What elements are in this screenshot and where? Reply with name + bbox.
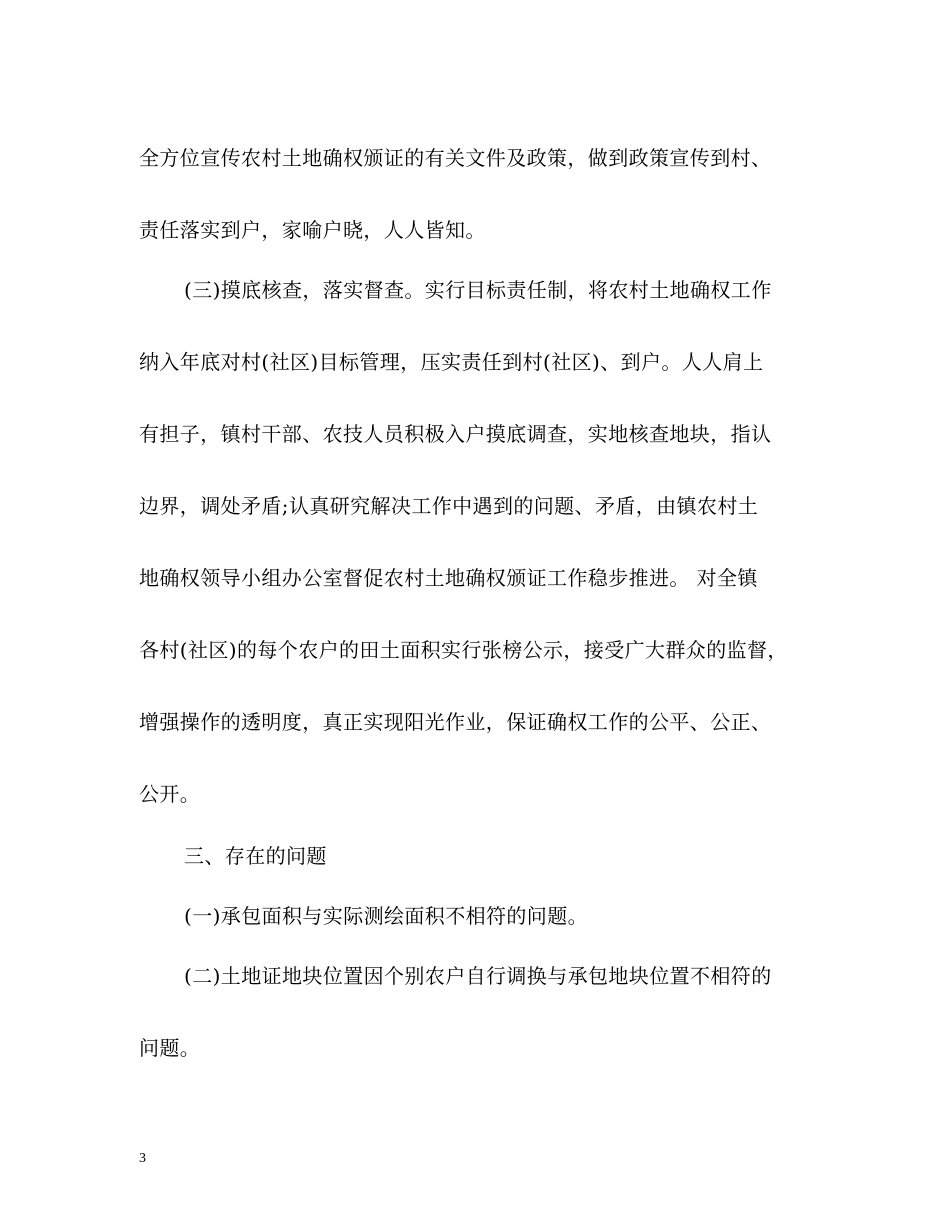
text-line: 问题。 bbox=[139, 1036, 201, 1060]
paragraph-heading: (三)摸底核查，落实督查。实行目标责任制，将农村土地确权工作 bbox=[184, 278, 772, 302]
section-heading: 三、存在的问题 bbox=[184, 844, 327, 868]
text-line: 纳入年底对村(社区)目标管理，压实责任到村(社区)、到户。人人肩上 bbox=[139, 350, 764, 374]
page-number: 3 bbox=[139, 1151, 146, 1166]
text-line: 有担子，镇村干部、农技人员积极入户摸底调查，实地核查地块，指认 bbox=[139, 422, 772, 446]
text-line: 责任落实到户，家喻户晓，人人皆知。 bbox=[139, 218, 486, 242]
text-line: 公开。 bbox=[139, 782, 201, 806]
text-line: 全方位宣传农村土地确权颁证的有关文件及政策，做到政策宣传到村、 bbox=[139, 146, 772, 170]
text-line: 增强操作的透明度，真正实现阳光作业，保证确权工作的公平、公正、 bbox=[139, 710, 772, 734]
text-line: 边界，调处矛盾;认真研究解决工作中遇到的问题、矛盾，由镇农村土 bbox=[139, 494, 759, 518]
list-item: (二)土地证地块位置因个别农户自行调换与承包地块位置不相符的 bbox=[184, 964, 772, 988]
text-line: 地确权领导小组办公室督促农村土地确权颁证工作稳步推进。 对全镇 bbox=[139, 566, 758, 590]
text-line: 各村(社区)的每个农户的田土面积实行张榜公示，接受广大群众的监督， bbox=[139, 638, 788, 662]
list-item: (一)承包面积与实际测绘面积不相符的问题。 bbox=[184, 904, 589, 928]
